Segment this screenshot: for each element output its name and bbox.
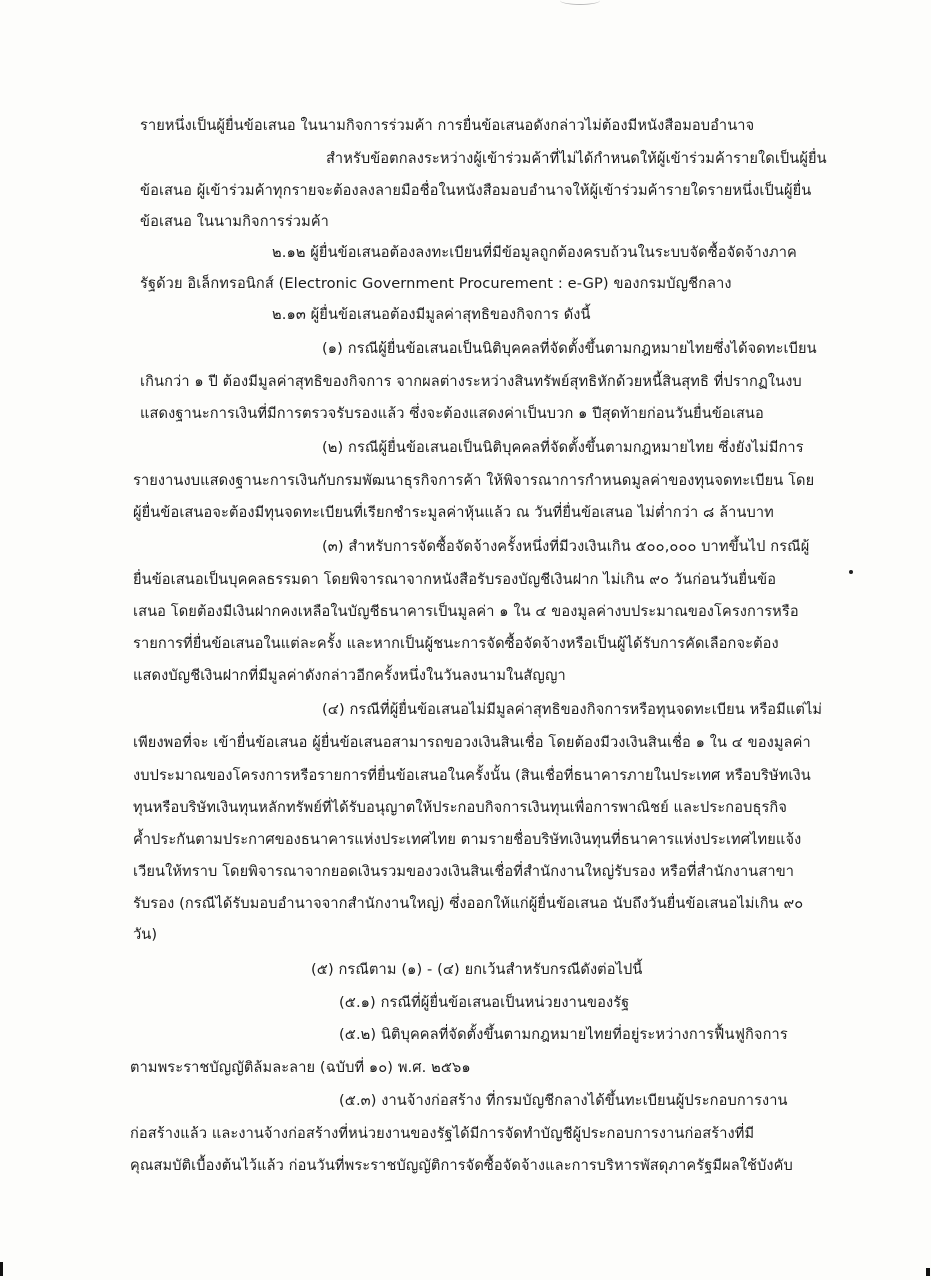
text-line: คุณสมบัติเบื้องต้นไว้แล้ว ก่อนวันที่พระราชบัญญัติการจัดซื้อจัดจ้างและการบริหารพัสดุภาครัฐมีผลใช้บังคับ (130, 1157, 793, 1174)
text-line: (๕.๓) งานจ้างก่อสร้าง ที่กรมบัญชีกลางได้ขึ้นทะเบียนผู้ประกอบการงาน (339, 1092, 788, 1109)
section-heading: ๒.๑๓ ผู้ยื่นข้อเสนอต้องมีมูลค่าสุทธิของกิจการ ดังนี้ (272, 306, 591, 323)
text-line: เวียนให้ทราบ โดยพิจารณาจากยอดเงินรวมของวงเงินสินเชื่อที่สำนักงานใหญ่รับรอง หรือที่สำนักงานสาขา (133, 863, 795, 880)
text-line: ยื่นข้อเสนอเป็นบุคคลธรรมดา โดยพิจารณาจากหนังสือรับรองบัญชีเงินฝาก ไม่เกิน ๙๐ วันก่อนวันยื่นข้อ (133, 571, 777, 588)
text-line: (๕.๑) กรณีที่ผู้ยื่นข้อเสนอเป็นหน่วยงานของรัฐ (339, 994, 630, 1011)
text-line: แสดงบัญชีเงินฝากที่มีมูลค่าดังกล่าวอีกครั้งหนึ่งในวันลงนามในสัญญา (133, 667, 566, 684)
scan-speck (849, 570, 853, 574)
text-line: (๑) กรณีผู้ยื่นข้อเสนอเป็นนิติบุคคลที่จัดตั้งขึ้นตามกฎหมายไทยซึ่งได้จดทะเบียน (322, 340, 817, 357)
text-line: ก่อสร้างแล้ว และงานจ้างก่อสร้างที่หน่วยงานของรัฐได้มีการจัดทำบัญชีผู้ประกอบการงานก่อสร้างที่มี (130, 1125, 755, 1142)
text-line: ข้อเสนอ ในนามกิจการร่วมค้า (140, 213, 329, 230)
text-line: (๕.๒) นิติบุคคลที่จัดตั้งขึ้นตามกฎหมายไทยที่อยู่ระหว่างการฟื้นฟูกิจการ (339, 1026, 788, 1043)
text-line: ข้อเสนอ ผู้เข้าร่วมค้าทุกรายจะต้องลงลายมือชื่อในหนังสือมอบอำนาจให้ผู้เข้าร่วมค้ารายใดรายหนึ่งเป็นผู้ยื่น (140, 182, 812, 199)
text-line: (๔) กรณีที่ผู้ยื่นข้อเสนอไม่มีมูลค่าสุทธิของกิจการหรือทุนจดทะเบียน หรือมีแต่ไม่ (322, 701, 823, 718)
text-line: รัฐด้วย อิเล็กทรอนิกส์ (Electronic Government Procurement : e-GP) ของกรมบัญชีกลาง (140, 275, 732, 292)
text-line: งบประมาณของโครงการหรือรายการที่ยื่นข้อเสนอในครั้งนั้น (สินเชื่อที่ธนาคารภายในประเทศ หรือบริษัทเงิน (133, 767, 811, 784)
text-line: เสนอ โดยต้องมีเงินฝากคงเหลือในบัญชีธนาคารเป็นมูลค่า ๑ ใน ๔ ของมูลค่างบประมาณของโครงการหรือ (133, 603, 799, 620)
text-line: รายหนึ่งเป็นผู้ยื่นข้อเสนอ ในนามกิจการร่วมค้า การยื่นข้อเสนอดังกล่าวไม่ต้องมีหนังสือมอบอำนาจ (140, 117, 755, 134)
scan-edge-mark (0, 1262, 3, 1276)
text-line: ทุนหรือบริษัทเงินทุนหลักทรัพย์ที่ได้รับอนุญาตให้ประกอบกิจการเงินทุนเพื่อการพาณิชย์ และประกอบธุรกิจ (133, 799, 787, 816)
text-line: รายการที่ยื่นข้อเสนอในแต่ละครั้ง และหากเป็นผู้ชนะการจัดซื้อจัดจ้างหรือเป็นผู้ได้รับการคัดเลือกจะต้อง (133, 635, 779, 652)
text-line: (๕) กรณีตาม (๑) - (๔) ยกเว้นสำหรับกรณีดังต่อไปนี้ (311, 961, 643, 978)
text-line: เพียงพอที่จะ เข้ายื่นข้อเสนอ ผู้ยื่นข้อเสนอสามารถขอวงเงินสินเชื่อ โดยต้องมีวงเงินสินเชื่อ ๑ ใน ๔ ของมูลค่า (133, 734, 811, 751)
text-line: (๒) กรณีผู้ยื่นข้อเสนอเป็นนิติบุคคลที่จัดตั้งขึ้นตามกฎหมายไทย ซึ่งยังไม่มีการ (322, 439, 804, 456)
text-line: เกินกว่า ๑ ปี ต้องมีมูลค่าสุทธิของกิจการ จากผลต่างระหว่างสินทรัพย์สุทธิหักด้วยหนี้สินสุทธิ ที่ปรากฏในงบ (140, 373, 802, 390)
text-line: ผู้ยื่นข้อเสนอจะต้องมีทุนจดทะเบียนที่เรียกชำระมูลค่าหุ้นแล้ว ณ วันที่ยื่นข้อเสนอ ไม่ต่ำกว่า ๘ ล้านบาท (133, 504, 774, 521)
scan-edge-mark (926, 1268, 930, 1276)
scan-edge-mark (560, 0, 600, 5)
text-line: สำหรับข้อตกลงระหว่างผู้เข้าร่วมค้าที่ไม่ได้กำหนดให้ผู้เข้าร่วมค้ารายใดเป็นผู้ยื่น (326, 150, 827, 167)
text-line: รายงานงบแสดงฐานะการเงินกับกรมพัฒนาธุรกิจการค้า ให้พิจารณาการกำหนดมูลค่าของทุนจดทะเบียน โดย (133, 472, 815, 489)
text-line: (๓) สำหรับการจัดซื้อจัดจ้างครั้งหนึ่งที่มีวงเงินเกิน ๕๐๐,๐๐๐ บาทขึ้นไป กรณีผู้ (322, 538, 810, 555)
text-line: แสดงฐานะการเงินที่มีการตรวจรับรองแล้ว ซึ่งจะต้องแสดงค่าเป็นบวก ๑ ปีสุดท้ายก่อนวันยื่นข้อเสนอ (140, 405, 764, 422)
text-line: ตามพระราชบัญญัติล้มละลาย (ฉบับที่ ๑๐) พ.ศ. ๒๕๖๑ (130, 1059, 471, 1076)
text-line: วัน) (133, 926, 158, 943)
text-line: รับรอง (กรณีได้รับมอบอำนาจจากสำนักงานใหญ่) ซึ่งออกให้แก่ผู้ยื่นข้อเสนอ นับถึงวันยื่นข้อเสนอไม่เกิน ๙๐ (133, 895, 804, 912)
text-line: ค้ำประกันตามประกาศของธนาคารแห่งประเทศไทย ตามรายชื่อบริษัทเงินทุนที่ธนาคารแห่งประเทศไทยแจ้ง (133, 831, 802, 848)
section-heading: ๒.๑๒ ผู้ยื่นข้อเสนอต้องลงทะเบียนที่มีข้อมูลถูกต้องครบถ้วนในระบบจัดซื้อจัดจ้างภาค (272, 244, 797, 261)
